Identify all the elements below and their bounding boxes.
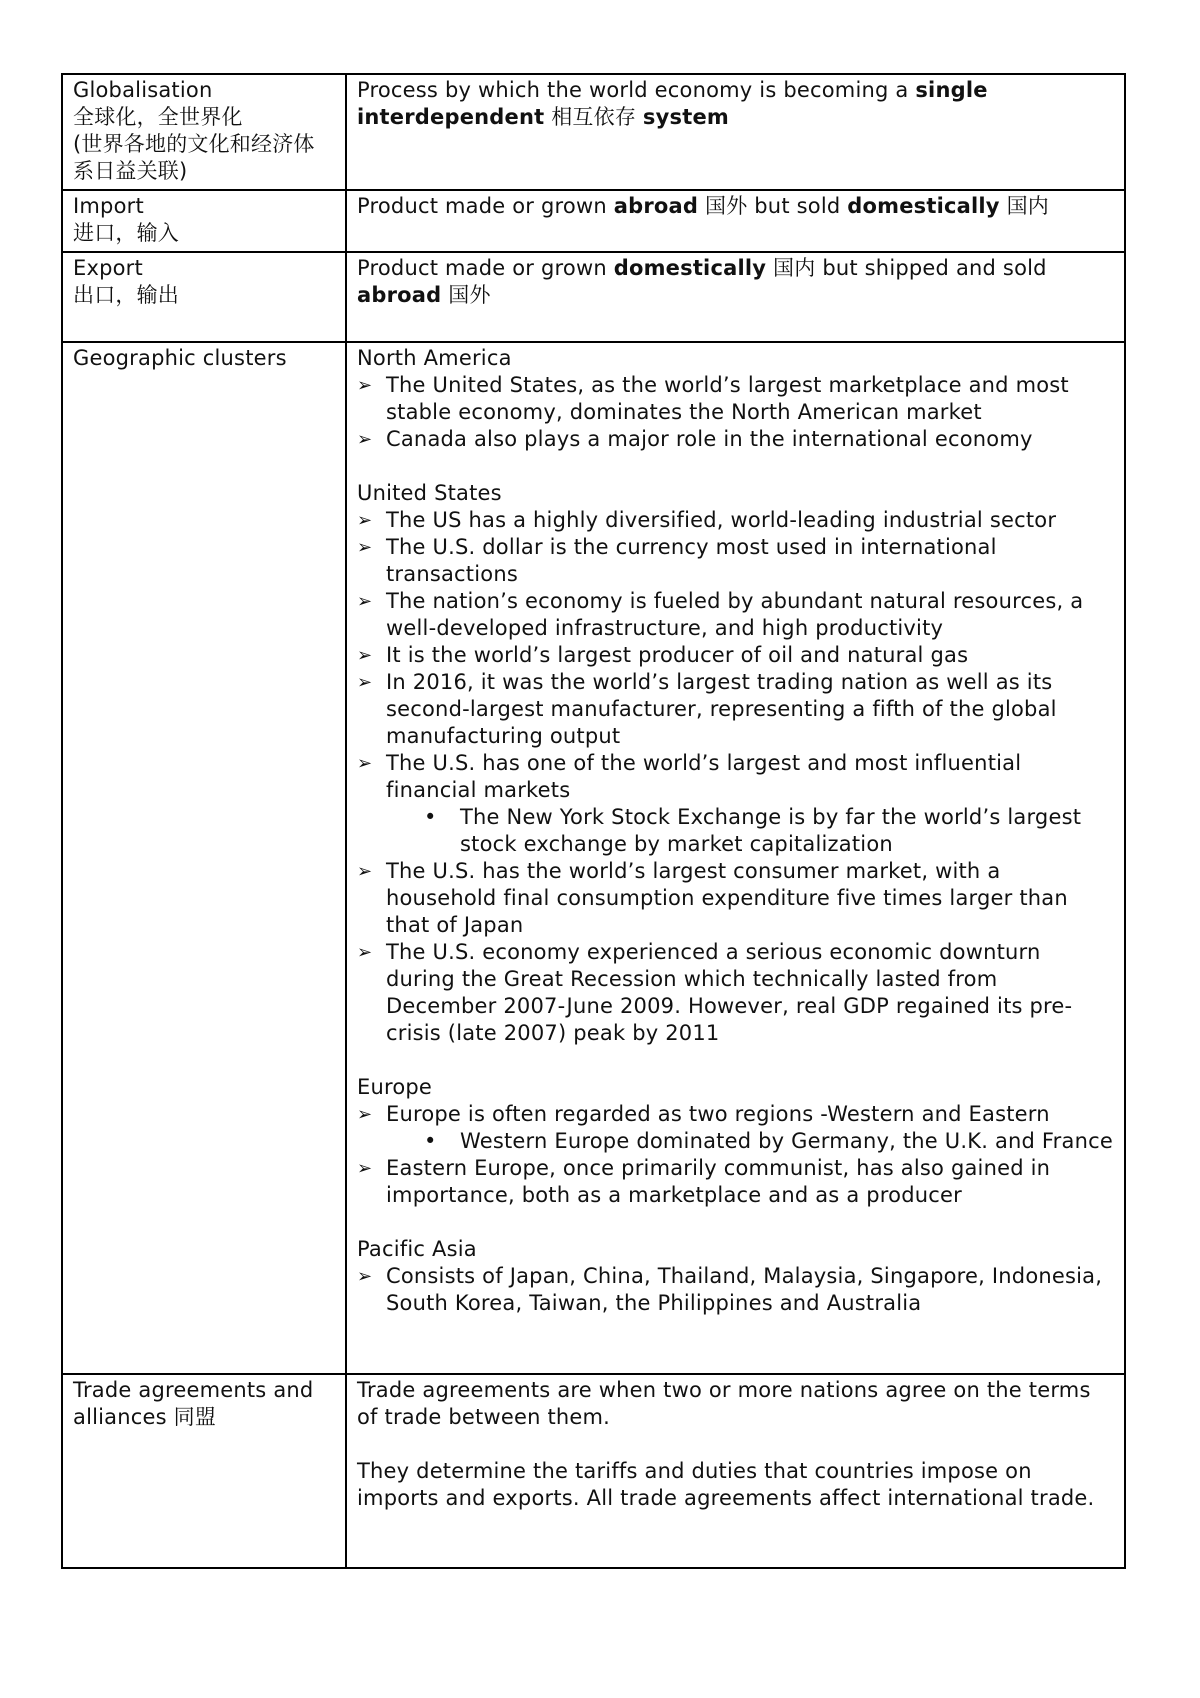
term-note: (世界各地的文化和经济体系日益关联) — [73, 132, 315, 183]
list-item-text: The United States, as the world’s largest marketplace and most stable economy, dominates the North American market — [386, 373, 1069, 424]
list-item-text: In 2016, it was the world’s largest trading nation as well as its second-largest manufacturer, representing a fifth of the global manufacturing output — [386, 670, 1057, 748]
bullet-list — [357, 372, 1114, 453]
list-item-text: The U.S. has the world’s largest consumer market, with a household final consumption expenditure five times larger than that of Japan — [386, 859, 1068, 937]
definition-bold: single interdependent — [357, 78, 988, 129]
row-export — [62, 252, 1125, 342]
term-cell — [62, 342, 346, 1374]
arrowhead-bullet-icon: ➢ — [357, 861, 373, 882]
definition-text: 相互依存 — [544, 105, 643, 129]
definition-text: 国外 but sold — [698, 194, 848, 218]
definition-cell — [346, 74, 1125, 190]
row-import — [62, 190, 1125, 252]
list-item-text: The New York Stock Exchange is by far the world’s largest stock exchange by market capitalization — [460, 805, 1082, 856]
row-trade-agreements — [62, 1374, 1125, 1568]
definition-cell — [346, 252, 1125, 342]
bullet-list — [357, 1155, 1114, 1209]
arrowhead-bullet-icon: ➢ — [357, 672, 373, 693]
term: Geographic clusters — [73, 346, 287, 370]
definition-cell — [346, 342, 1125, 1374]
row-globalisation — [62, 74, 1125, 190]
definition-bold: abroad — [357, 283, 442, 307]
list-item-text: Canada also plays a major role in the international economy — [386, 427, 1033, 451]
bullet-dot-icon: • — [424, 1129, 437, 1153]
section-heading: United States — [357, 481, 502, 505]
arrowhead-bullet-icon: ➢ — [357, 591, 373, 612]
glossary-table — [61, 73, 1126, 1569]
term-cell — [62, 1374, 346, 1568]
list-item — [357, 750, 1114, 804]
list-item — [357, 669, 1114, 750]
list-item — [357, 642, 1114, 669]
bullet-list — [357, 858, 1114, 1047]
arrowhead-bullet-icon: ➢ — [357, 1158, 373, 1179]
list-item-text: The US has a highly diversified, world-leading industrial sector — [386, 508, 1057, 532]
sub-list-item — [422, 804, 1114, 858]
sub-bullet-list — [357, 1128, 1114, 1155]
list-item-text: It is the world’s largest producer of oil and natural gas — [386, 643, 969, 667]
term-translation: 全球化，全世界化 — [73, 105, 243, 129]
list-item-text: The U.S. economy experienced a serious economic downturn during the Great Recession which technically lasted from December 2007-June 2009. However, real GDP regained its pre-crisis (late 2007) peak by 2011 — [386, 940, 1073, 1045]
arrowhead-bullet-icon: ➢ — [357, 537, 373, 558]
arrowhead-bullet-icon: ➢ — [357, 375, 373, 396]
list-item — [357, 588, 1114, 642]
row-geographic-clusters — [62, 342, 1125, 1374]
list-item-text: Europe is often regarded as two regions -Western and Eastern — [386, 1102, 1050, 1126]
list-item — [357, 1101, 1114, 1128]
definition-bold: domestically — [613, 256, 767, 280]
arrowhead-bullet-icon: ➢ — [357, 429, 373, 450]
arrowhead-bullet-icon: ➢ — [357, 942, 373, 963]
term: Trade agreements and alliances 同盟 — [73, 1378, 314, 1429]
list-item — [357, 939, 1114, 1047]
list-item — [357, 534, 1114, 588]
list-item — [357, 426, 1114, 453]
list-item-text: Consists of Japan, China, Thailand, Malaysia, Singapore, Indonesia, South Korea, Taiwan, the Philippines and Australia — [386, 1264, 1103, 1315]
definition-text: 国内 — [999, 194, 1049, 218]
arrowhead-bullet-icon: ➢ — [357, 1104, 373, 1125]
list-item-text: The nation’s economy is fueled by abundant natural resources, a well-developed infrastructure, and high productivity — [386, 589, 1084, 640]
list-item — [357, 507, 1114, 534]
term-cell — [62, 74, 346, 190]
arrowhead-bullet-icon: ➢ — [357, 510, 373, 531]
sub-bullet-list — [357, 804, 1114, 858]
sub-list-item — [422, 1128, 1114, 1155]
definition-text: Process by which the world economy is becoming a — [357, 78, 916, 102]
section-heading: Pacific Asia — [357, 1237, 477, 1261]
definition-text: 国内 but shipped and sold — [766, 256, 1047, 280]
list-item-text: The U.S. dollar is the currency most used in international transactions — [386, 535, 997, 586]
section-heading: North America — [357, 346, 512, 370]
paragraph: Trade agreements are when two or more nations agree on the terms of trade between them. — [357, 1378, 1091, 1429]
bullet-list — [357, 1263, 1114, 1317]
paragraph: They determine the tariffs and duties that countries impose on imports and exports. All trade agreements affect international trade. — [357, 1459, 1095, 1510]
arrowhead-bullet-icon: ➢ — [357, 1266, 373, 1287]
definition-text: Product made or grown — [357, 256, 614, 280]
definition-text: 国外 — [441, 283, 491, 307]
term: Export — [73, 256, 143, 280]
list-item-text: The U.S. has one of the world’s largest and most influential financial markets — [386, 751, 1022, 802]
bullet-list — [357, 1101, 1114, 1128]
definition-cell — [346, 190, 1125, 252]
arrowhead-bullet-icon: ➢ — [357, 645, 373, 666]
list-item — [357, 1155, 1114, 1209]
term-cell — [62, 190, 346, 252]
list-item — [357, 1263, 1114, 1317]
arrowhead-bullet-icon: ➢ — [357, 753, 373, 774]
term-translation: 进口，输入 — [73, 221, 179, 245]
term-translation: 出口，输出 — [73, 283, 179, 307]
definition-bold: abroad — [613, 194, 699, 218]
list-item — [357, 372, 1114, 426]
definition-cell — [346, 1374, 1125, 1568]
bullet-list — [357, 507, 1114, 804]
list-item — [357, 858, 1114, 939]
definition-bold: domestically — [847, 194, 1000, 218]
definition-text: Product made or grown — [357, 194, 614, 218]
bullet-dot-icon: • — [424, 805, 437, 829]
list-item-text: Western Europe dominated by Germany, the U.K. and France — [460, 1129, 1113, 1153]
term: Import — [73, 194, 144, 218]
definition-bold: system — [642, 105, 729, 129]
list-item-text: Eastern Europe, once primarily communist, has also gained in importance, both as a marketplace and as a producer — [386, 1156, 1051, 1207]
term-cell — [62, 252, 346, 342]
section-heading: Europe — [357, 1075, 433, 1099]
term: Globalisation — [73, 78, 213, 102]
